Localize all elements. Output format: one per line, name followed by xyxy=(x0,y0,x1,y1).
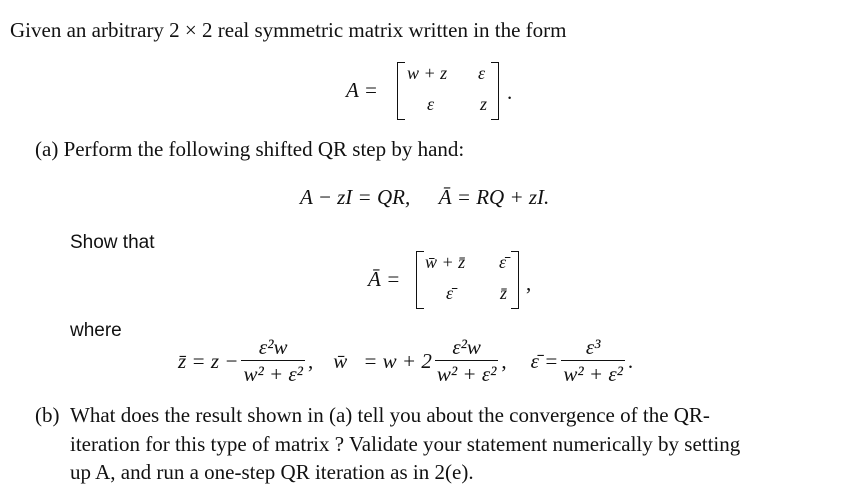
matrix-abar-right-bracket xyxy=(511,251,519,309)
zbar-sep: , xyxy=(307,348,314,373)
matrix-a-left-bracket xyxy=(397,62,405,120)
matrix-a-cell-11: w + z xyxy=(407,63,448,83)
definitions-line xyxy=(178,336,633,386)
ebar-lhs: ε̄ = xyxy=(530,348,559,373)
matrix-abar-cell-22: z̄ xyxy=(500,283,508,303)
part-b-line-3: up A, and run a one-step QR iteration as in 2(e). xyxy=(70,460,474,484)
matrix-abar-left-bracket xyxy=(416,251,424,309)
wbar-rhs: = w + 2 xyxy=(363,348,432,373)
part-a-label: (a) xyxy=(35,137,59,161)
part-b-line-1: What does the result shown in (a) tell you about the convergence of the QR- xyxy=(70,403,710,427)
ebar-numerator: ε³ xyxy=(585,335,601,359)
intro-text: Given an arbitrary 2 × 2 real symmetric matrix written in the form xyxy=(10,18,567,42)
zbar-denominator: w² + ε² xyxy=(243,362,303,387)
wbar-numerator: ε²w xyxy=(452,335,481,359)
qr-equation-1: A − zI = QR, xyxy=(300,185,411,209)
wbar-sep: , xyxy=(501,348,507,373)
zbar-fraction xyxy=(241,336,305,386)
matrix-a-cell-21: ε xyxy=(427,94,435,114)
matrix-a-cell-12: ε xyxy=(478,63,486,83)
qr-equation-2: Ā = RQ + zI. xyxy=(438,185,550,209)
matrix-abar-cell-12: ε̄ xyxy=(499,252,507,272)
matrix-abar-cell-11: w̄ + z̄ xyxy=(425,252,466,272)
qr-equations xyxy=(300,185,549,210)
definitions-period: . xyxy=(627,348,634,373)
part-b-line-2: iteration for this type of matrix ? Validate your statement numerically by setting xyxy=(70,432,741,456)
part-b-label: (b) xyxy=(35,403,60,427)
matrix-abar-lhs: Ā = xyxy=(368,267,401,291)
part-a-text: Perform the following shifted QR step by hand: xyxy=(63,137,465,161)
wbar-fraction xyxy=(435,336,499,386)
part-a-heading xyxy=(35,137,464,162)
matrix-abar-cell-21: ε̄ xyxy=(446,283,454,303)
matrix-a-period: . xyxy=(507,80,513,104)
matrix-abar-comma: , xyxy=(526,271,532,295)
ebar-denominator: w² + ε² xyxy=(563,362,623,387)
matrix-a-right-bracket xyxy=(491,62,499,120)
wbar-denominator: w² + ε² xyxy=(436,362,497,387)
zbar-numerator: ε²w xyxy=(258,335,288,359)
show-that-label: Show that xyxy=(70,232,155,253)
where-label: where xyxy=(70,320,122,341)
wbar-lhs: w̄ xyxy=(333,348,348,373)
matrix-a-cell-22: z xyxy=(480,94,488,114)
ebar-fraction xyxy=(561,336,625,386)
zbar-lhs: z̄ = z − xyxy=(178,348,239,373)
matrix-a-lhs: A = xyxy=(346,78,378,102)
